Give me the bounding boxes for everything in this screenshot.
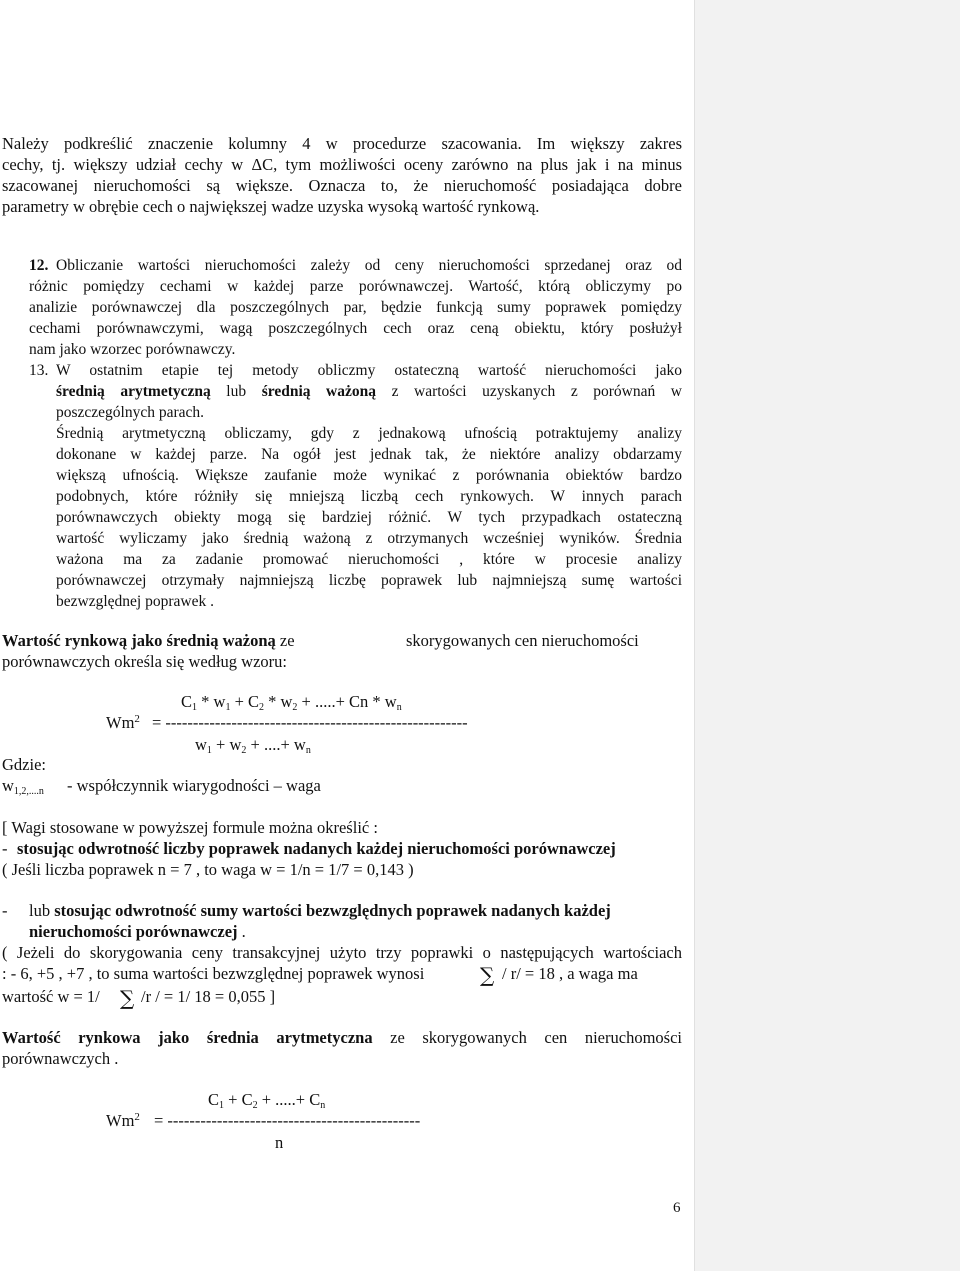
point-13-number: 13.: [29, 362, 49, 379]
point-12-line-2: różnic pomiędzy cechami w każdej parze porównawczej. Wartość, którą obliczymy po: [29, 278, 682, 295]
where-weight-symbol: $w_{1,2,....n}$: [2, 776, 44, 797]
weights-item-1: stosując odwrotność liczby poprawek nadanych każdej nieruchomości porównawczej: [17, 839, 616, 858]
point-13-line-3: poszczególnych parach.: [56, 404, 205, 421]
weights-item-1-example: ( Jeśli liczba poprawek n = 7 , to waga w = 1/n = 1/7 = 0,143 ): [2, 860, 414, 879]
point-13-line-7: podobnych, które różniły się mniejszą liczbą cech rynkowych. W innych parach: [56, 488, 682, 505]
weights-example-line-2: : - 6, +5 , +7 , to suma wartości bezwzględnej poprawek wynosi: [2, 964, 425, 983]
weighted-heading-line-2: porównawczych określa się według wzoru:: [2, 652, 287, 671]
weights-item-2: lub stosując odwrotność sumy wartości bezwzględnych poprawek nadanych każdej: [29, 901, 611, 920]
weights-item-2-dash: -: [2, 901, 8, 920]
point-13-line-9: wartość wyliczamy jako średnią ważoną z otrzymanych wcześniej wyników. Średnia: [56, 530, 682, 547]
formula-1-numerator: $C_1 * w_1 + C_2 * w_2$ + .....+ Cn * $w_n$: [181, 692, 402, 713]
formula-2-numerator: $C_1 + C_2$ + .....+ $C_n$: [208, 1090, 326, 1111]
formula-1-fraction-bar: = -------------------------------------------------------: [152, 713, 468, 732]
weights-example-line-2-end: / r/ = 18 , a waga ma: [502, 964, 638, 983]
formula-2-fraction-bar: = ----------------------------------------------: [154, 1111, 421, 1130]
formula-2-denominator: n: [275, 1133, 284, 1152]
where-label: Gdzie:: [2, 755, 46, 774]
formula-1-denominator: $w_1 + w_2$ + ....+ $w_n$: [195, 735, 311, 756]
point-13-line-11: porównawczej otrzymały najmniejszą liczbę poprawek lub najmniejszą sumę wartości: [56, 572, 682, 589]
intro-line-4: parametry w obrębie cech o największej wadze uzyska wysoką wartość rynkową.: [2, 197, 540, 216]
point-13-line-10: ważona ma za zadanie promować nieruchomości , które w procesie analizy: [56, 551, 682, 568]
intro-line-1: Należy podkreślić znaczenie kolumny 4 w procedurze szacowania. Im większy zakres: [2, 134, 682, 153]
weights-example-line-3: wartość w = 1/: [2, 987, 100, 1006]
bold-srednia-wazona: średnią ważoną: [261, 383, 377, 400]
weights-example-line-3-end: /r / = 1/ 18 = 0,055 ]: [141, 987, 276, 1006]
arithmetic-heading: Wartość rynkowa jako średnia arytmetyczna ze skorygowanych cen nieruchomości: [2, 1028, 682, 1047]
weighted-heading: Wartość rynkową jako średnią ważoną ze: [2, 631, 295, 650]
sigma-icon-2: ∑: [120, 986, 135, 1010]
point-12-line-3: analizie porównawczej dla poszczególnych par, będzie funkcją sumy poprawek pomiędzy: [29, 299, 682, 316]
comment-margin-panel: [694, 0, 960, 1271]
intro-line-2: cechy, tj. większy udział cechy w ΔC, tym możliwości oceny zarówno na plus jak i na minus: [2, 155, 682, 174]
point-13-line-6: większą ufnością. Większe zaufanie może wynikać z porównania obiektów bardzo: [56, 467, 682, 484]
point-13-line-5: dokonane w każdej parze. Na ogół jest jednak tak, że niektóre analizy obdarzamy: [56, 446, 682, 463]
point-13-line-4: Średnią arytmetyczną obliczamy, gdy z jednakową ufnością potraktujemy analizy: [56, 425, 682, 442]
page-number: 6: [673, 1200, 681, 1216]
weights-item-2-cont: nieruchomości porównawczej .: [29, 922, 246, 941]
bold-srednia-arytmetyczna: średnią arytmetyczną: [56, 383, 211, 400]
point-12-line-5: nam jako wzorzec porównawczy.: [29, 341, 236, 358]
weighted-heading-right: skorygowanych cen nieruchomości: [406, 631, 639, 650]
weights-intro: [ Wagi stosowane w powyższej formule można określić :: [2, 818, 378, 837]
formula-2-lhs: Wm$^2$: [106, 1111, 140, 1130]
formula-1-lhs: Wm$^2$: [106, 713, 140, 732]
weights-item-1-dash: -: [2, 839, 8, 858]
point-12-number: 12.: [29, 257, 49, 274]
point-13-line-2: średnią arytmetyczną lub średnią ważoną z wartości uzyskanych z porównań w: [56, 383, 682, 400]
where-weight-definition: - współczynnik wiarygodności – waga: [67, 776, 321, 795]
point-13-line-1: W ostatnim etapie tej metody obliczmy ostateczną wartość nieruchomości jako: [56, 362, 682, 379]
point-13-line-12: bezwzględnej poprawek .: [56, 593, 214, 610]
weights-example-line-1: ( Jeżeli do skorygowania ceny transakcyjnej użyto trzy poprawki o następujących wartościach: [2, 943, 682, 962]
sigma-icon: ∑: [480, 963, 495, 987]
point-12-line-1: Obliczanie wartości nieruchomości zależy od ceny nieruchomości sprzedanej oraz od: [56, 257, 682, 274]
point-13-line-8: porównawczych obiekty mogą się bardziej różnić. W tych przypadkach ostateczną: [56, 509, 682, 526]
intro-line-3: szacowanej nieruchomości są większe. Oznacza to, że nieruchomość posiadająca dobre: [2, 176, 682, 195]
arithmetic-heading-line-2: porównawczych .: [2, 1049, 119, 1068]
point-12-line-4: cechami porównawczymi, wagą poszczególnych cech oraz ceną obiektu, który posłużył: [29, 320, 682, 337]
